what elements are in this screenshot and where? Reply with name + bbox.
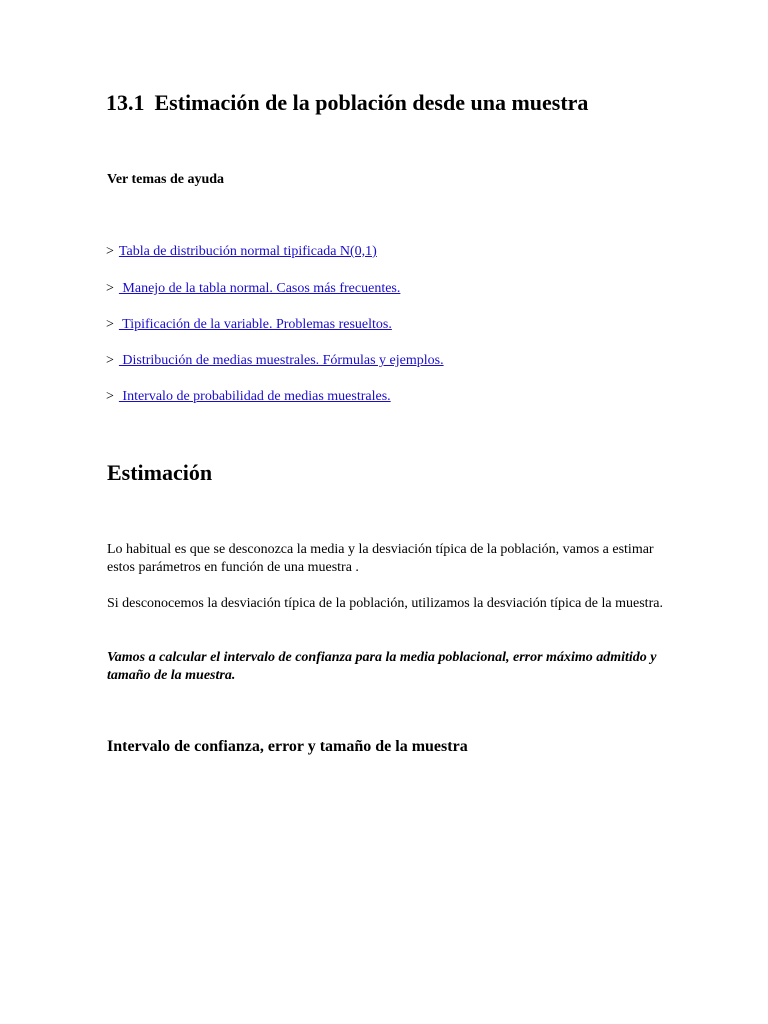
link-prefix: > <box>106 317 114 332</box>
link-standardization[interactable]: Tipificación de la variable. Problemas resueltos. <box>118 317 392 332</box>
link-normal-table[interactable]: Tabla de distribución normal tipificada N(0,1) <box>118 244 377 259</box>
link-probability-interval[interactable]: Intervalo de probabilidad de medias muestrales. <box>118 389 391 404</box>
link-prefix: > <box>106 281 114 296</box>
link-row-sample-means <box>106 353 444 369</box>
title-text: Estimación de la población desde una muestra <box>154 90 589 115</box>
title-number: 13.1 <box>106 90 145 115</box>
paragraph-unknown-deviation: Si desconocemos la desviación típica de la población, utilizamos la desviación típica de la muestra. <box>107 596 663 611</box>
link-row-normal-table <box>106 244 377 260</box>
link-prefix: > <box>106 389 114 404</box>
section-heading: Estimación <box>107 460 213 485</box>
paragraph-intro: Lo habitual es que se desconozca la media y la desviación típica de la población, vamos a estimar estos parámetros en función de una muestra . <box>107 542 654 575</box>
link-prefix: > <box>106 244 114 259</box>
link-table-usage[interactable]: Manejo de la tabla normal. Casos más frecuentes. <box>118 281 401 296</box>
paragraph-objective: Vamos a calcular el intervalo de confianza para la media poblacional, error máximo admitido y tamaño de la muestra. <box>107 650 657 683</box>
page-title <box>106 90 588 116</box>
subsection-heading: Intervalo de confianza, error y tamaño de la muestra <box>107 738 468 755</box>
link-row-table-usage <box>106 281 400 297</box>
link-row-probability-interval <box>106 389 391 405</box>
link-row-standardization <box>106 317 392 333</box>
link-prefix: > <box>106 353 114 368</box>
link-sample-means[interactable]: Distribución de medias muestrales. Fórmulas y ejemplos. <box>118 353 444 368</box>
help-heading: Ver temas de ayuda <box>107 172 225 187</box>
